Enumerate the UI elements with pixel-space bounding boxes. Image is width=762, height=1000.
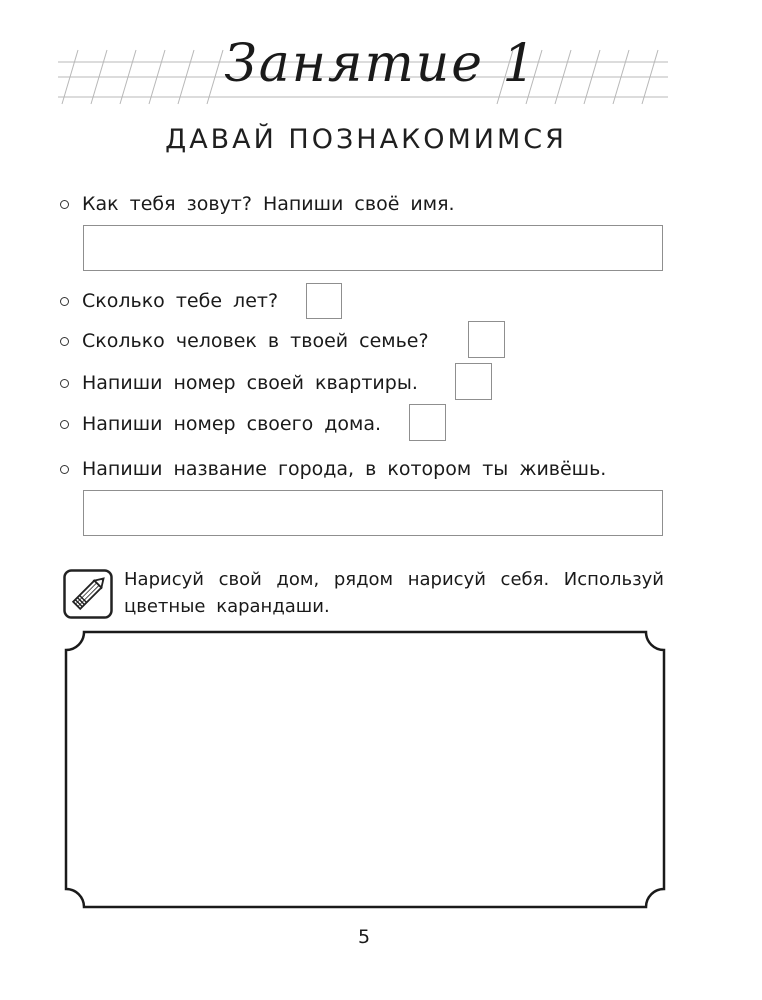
question-city-label: Напиши название города, в котором ты живёшь.: [82, 458, 607, 480]
page-heading: ДАВАЙ ПОЗНАКОМИМСЯ: [165, 124, 567, 155]
drawing-task-text: Нарисуй свой дом, рядом нарисуй себя. Используй цветные карандаши.: [124, 569, 664, 617]
question-family-label: Сколько человек в твоей семье?: [82, 330, 429, 352]
page-number: 5: [357, 926, 371, 948]
question-house-label: Напиши номер своего дома.: [82, 413, 382, 435]
question-age-label: Сколько тебе лет?: [82, 290, 279, 312]
lesson-title: Занятие 1: [224, 34, 538, 94]
question-apartment-label: Напиши номер своей квартиры.: [82, 372, 418, 394]
question-name-label: Как тебя зовут? Напиши своё имя.: [82, 193, 455, 215]
